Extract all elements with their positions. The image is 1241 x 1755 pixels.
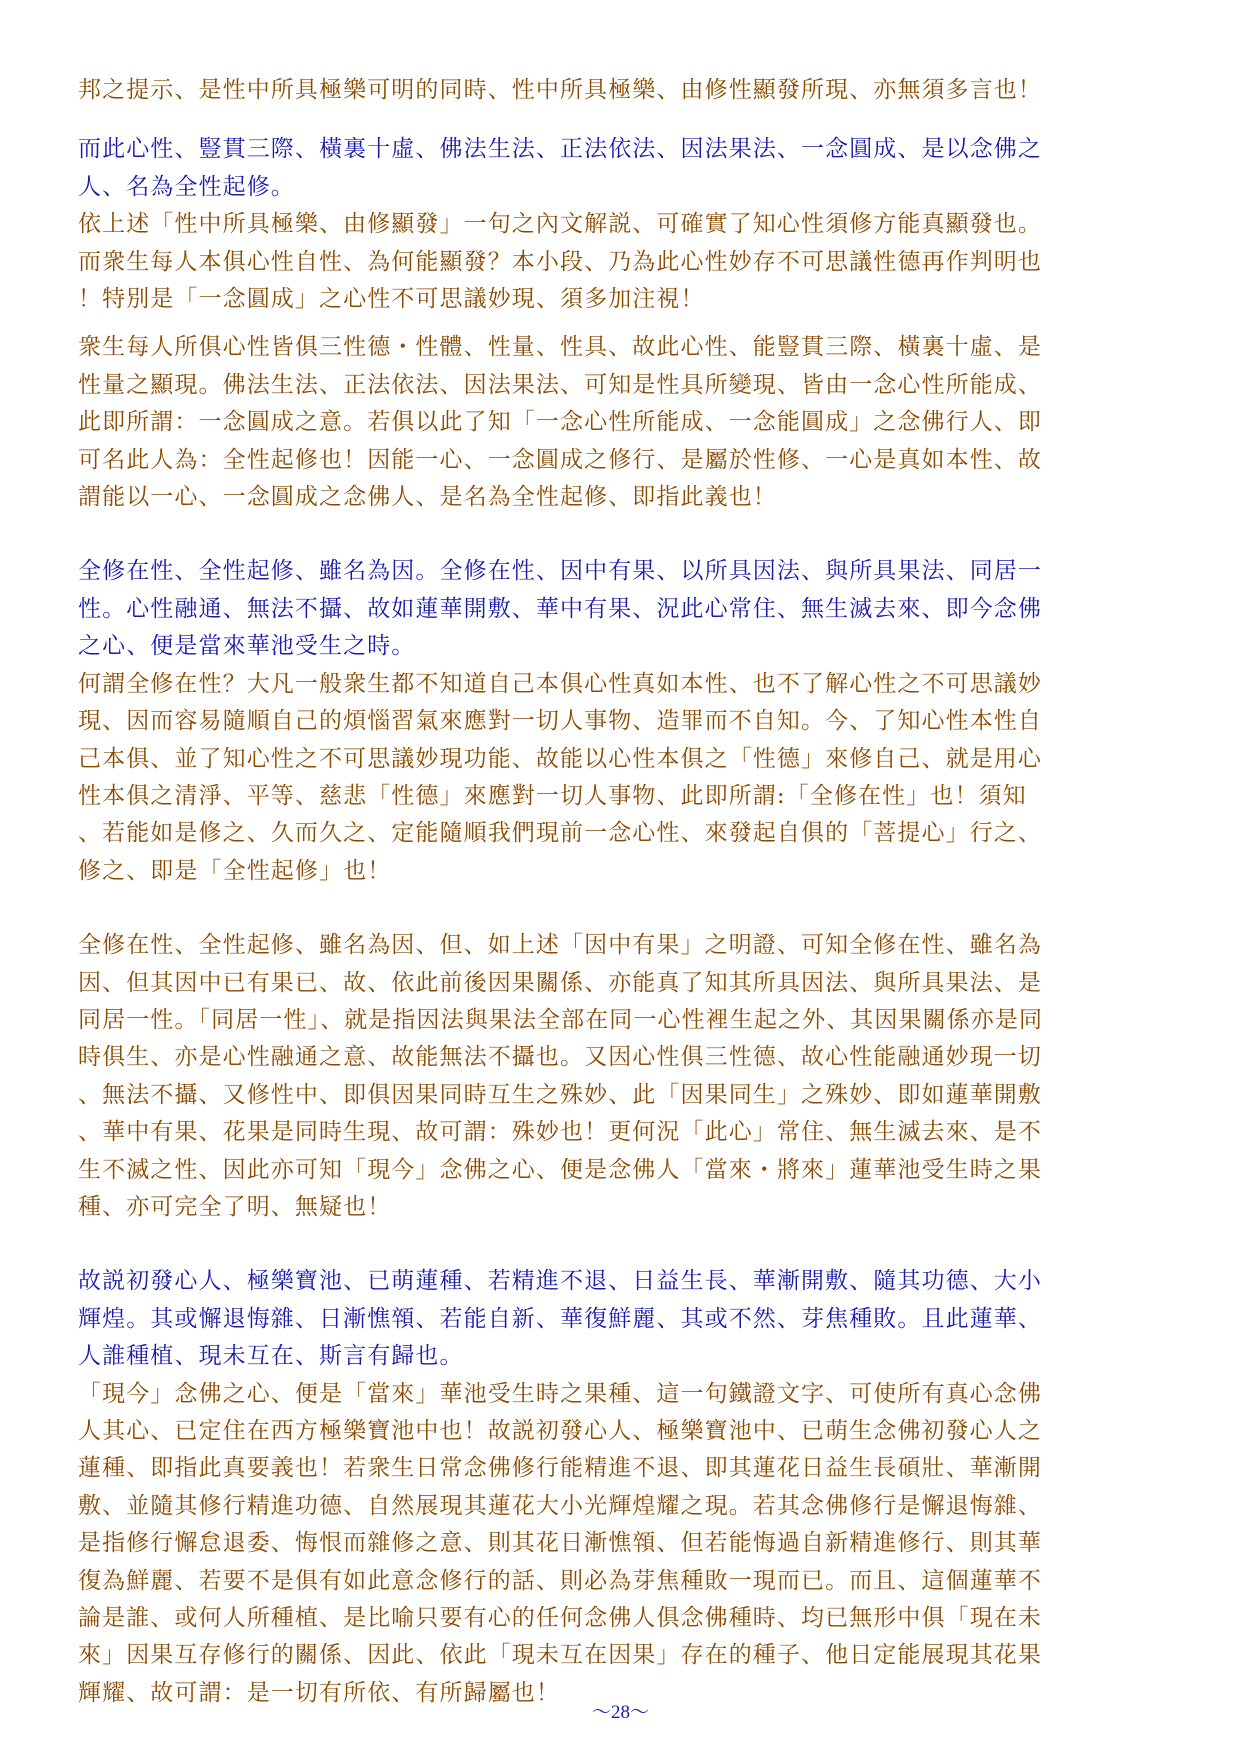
spacer	[78, 1226, 1166, 1263]
paragraph: 全修在性、全性起修、雖名為因、但、如上述「因中有果」之明證、可知全修在性、雖名為 因、但其因中已有果已、故、依此前後因果關係、亦能真了知其所具因法、與所具果法、是 同居一性。「同居一性」、就是指因法與果法全部在同一心性裡生起之外、其因果關係亦是同 時俱生、亦是心性融通之意、故能無法不攝也。又因心性俱三性德、故心性能融通妙現一切 、無法不攝、又修性中、即俱因果同時互生之殊妙、此「因果同生」之殊妙、即如蓮華開敷 、華中有果、花果是同時生現、故可謂：殊妙也！更何況「此心」常住、無生滅去來、是不 生不滅之性、因此亦可知「現今」念佛之心、便是念佛人「當來・將來」蓮華池受生時之果 種、亦可完全了明、無疑也！	[78, 932, 1044, 1220]
quoted-paragraph: 全修在性、全性起修、雖名為因。全修在性、因中有果、以所具因法、與所具果法、同居一 性。心性融通、無法不攝、故如蓮華開敷、華中有果、況此心常住、無生滅去來、即今念佛 之心、便是當來華池受生之時。	[78, 558, 1042, 660]
paragraph: 何謂全修在性？大凡一般衆生都不知道自己本俱心性真如本性、也不了解心性之不可思議妙 現、因而容易隨順自己的煩惱習氣來應對一切人事物、造罪而不自知。今、了知心性本性自 己本俱、並了知心性之不可思議妙現功能、故能以心性本俱之「性德」來修自己、就是用心 性本俱之清淨、平等、慈悲「性德」來應對一切人事物、此即所謂:「全修在性」也！須知 、若能如是修之、久而久之、定能隨順我們現前一念心性、來發起自俱的「菩提心」行之、 修之、即是「全性起修」也！	[78, 670, 1042, 884]
paragraph: 依上述「性中所具極樂、由修顯發」一句之內文解説、可確實了知心性須修方能真顯發也。 而衆生每人本俱心性自性、為何能顯發？本小段、乃為此心性妙存不可思議性德再作判明也 ！特別是「一念圓成」之心性不可思議妙現、須多加注視！	[78, 211, 1042, 313]
spacer	[78, 516, 1166, 553]
quoted-paragraph: 而此心性、豎貫三際、橫裏十虛、佛法生法、正法依法、因法果法、一念圓成、是以念佛之 人、名為全性起修。	[78, 136, 1042, 200]
document-body	[78, 72, 1166, 1712]
spacer	[78, 318, 1166, 329]
paragraph: 衆生每人所俱心性皆俱三性德・性體、性量、性具、故此心性、能豎貫三際、橫裏十虛、是 性量之顯現。佛法生法、正法依法、因法果法、可知是性具所變現、皆由一念心性所能成、 此即所謂：一念圓成之意。若俱以此了知「一念心性所能成、一念能圓成」之念佛行人、即 可名此人為：全性起修也！因能一心、一念圓成之修行、是屬於性修、一心是真如本性、故 謂能以一心、一念圓成之念佛人、是名為全性起修、即指此義也！	[78, 334, 1042, 511]
page-number: ～28～	[591, 1702, 649, 1723]
spacer	[78, 890, 1166, 927]
paragraph: 「現今」念佛之心、便是「當來」華池受生時之果種、這一句鐵證文字、可使所有真心念佛 人其心、已定住在西方極樂寶池中也！故説初發心人、極樂寶池中、已萌生念佛初發心人之 蓮種、即指此真要義也！若衆生日常念佛修行能精進不退、即其蓮花日益生長碩壯、華漸開 敷、並隨其修行精進功德、自然展現其蓮花大小光輝煌耀之現。若其念佛修行是懈退悔雜、 是指修行懈怠退委、悔恨而雜修之意、則其花日漸憔顇、但若能悔過自新精進修行、則其華 復為鮮麗、若要不是俱有如此意念修行的話、則必為芽焦種敗一現而已。而且、這個蓮華不 論是誰、或何人所種植、是比喻只要有心的任何念佛人俱念佛種時、均已無形中俱「現在未 來」因果互存修行的關係、因此、依此「現未互在因果」存在的種子、他日定能展現其花果 輝耀、故可謂：是一切有所依、有所歸屬也！	[78, 1380, 1042, 1706]
quoted-paragraph: 故説初發心人、極樂寶池、已萌蓮種、若精進不退、日益生長、華漸開敷、隨其功德、大小 輝煌。其或懈退悔雜、日漸憔顇、若能自新、華復鮮麗、其或不然、芽焦種敗。且此蓮華、 人誰種植、現未互在、斯言有歸也。	[78, 1268, 1042, 1370]
spacer	[78, 109, 1166, 131]
paragraph: 邦之提示、是性中所具極樂可明的同時、性中所具極樂、由修性顯發所現、亦無須多言也！	[78, 77, 1042, 103]
